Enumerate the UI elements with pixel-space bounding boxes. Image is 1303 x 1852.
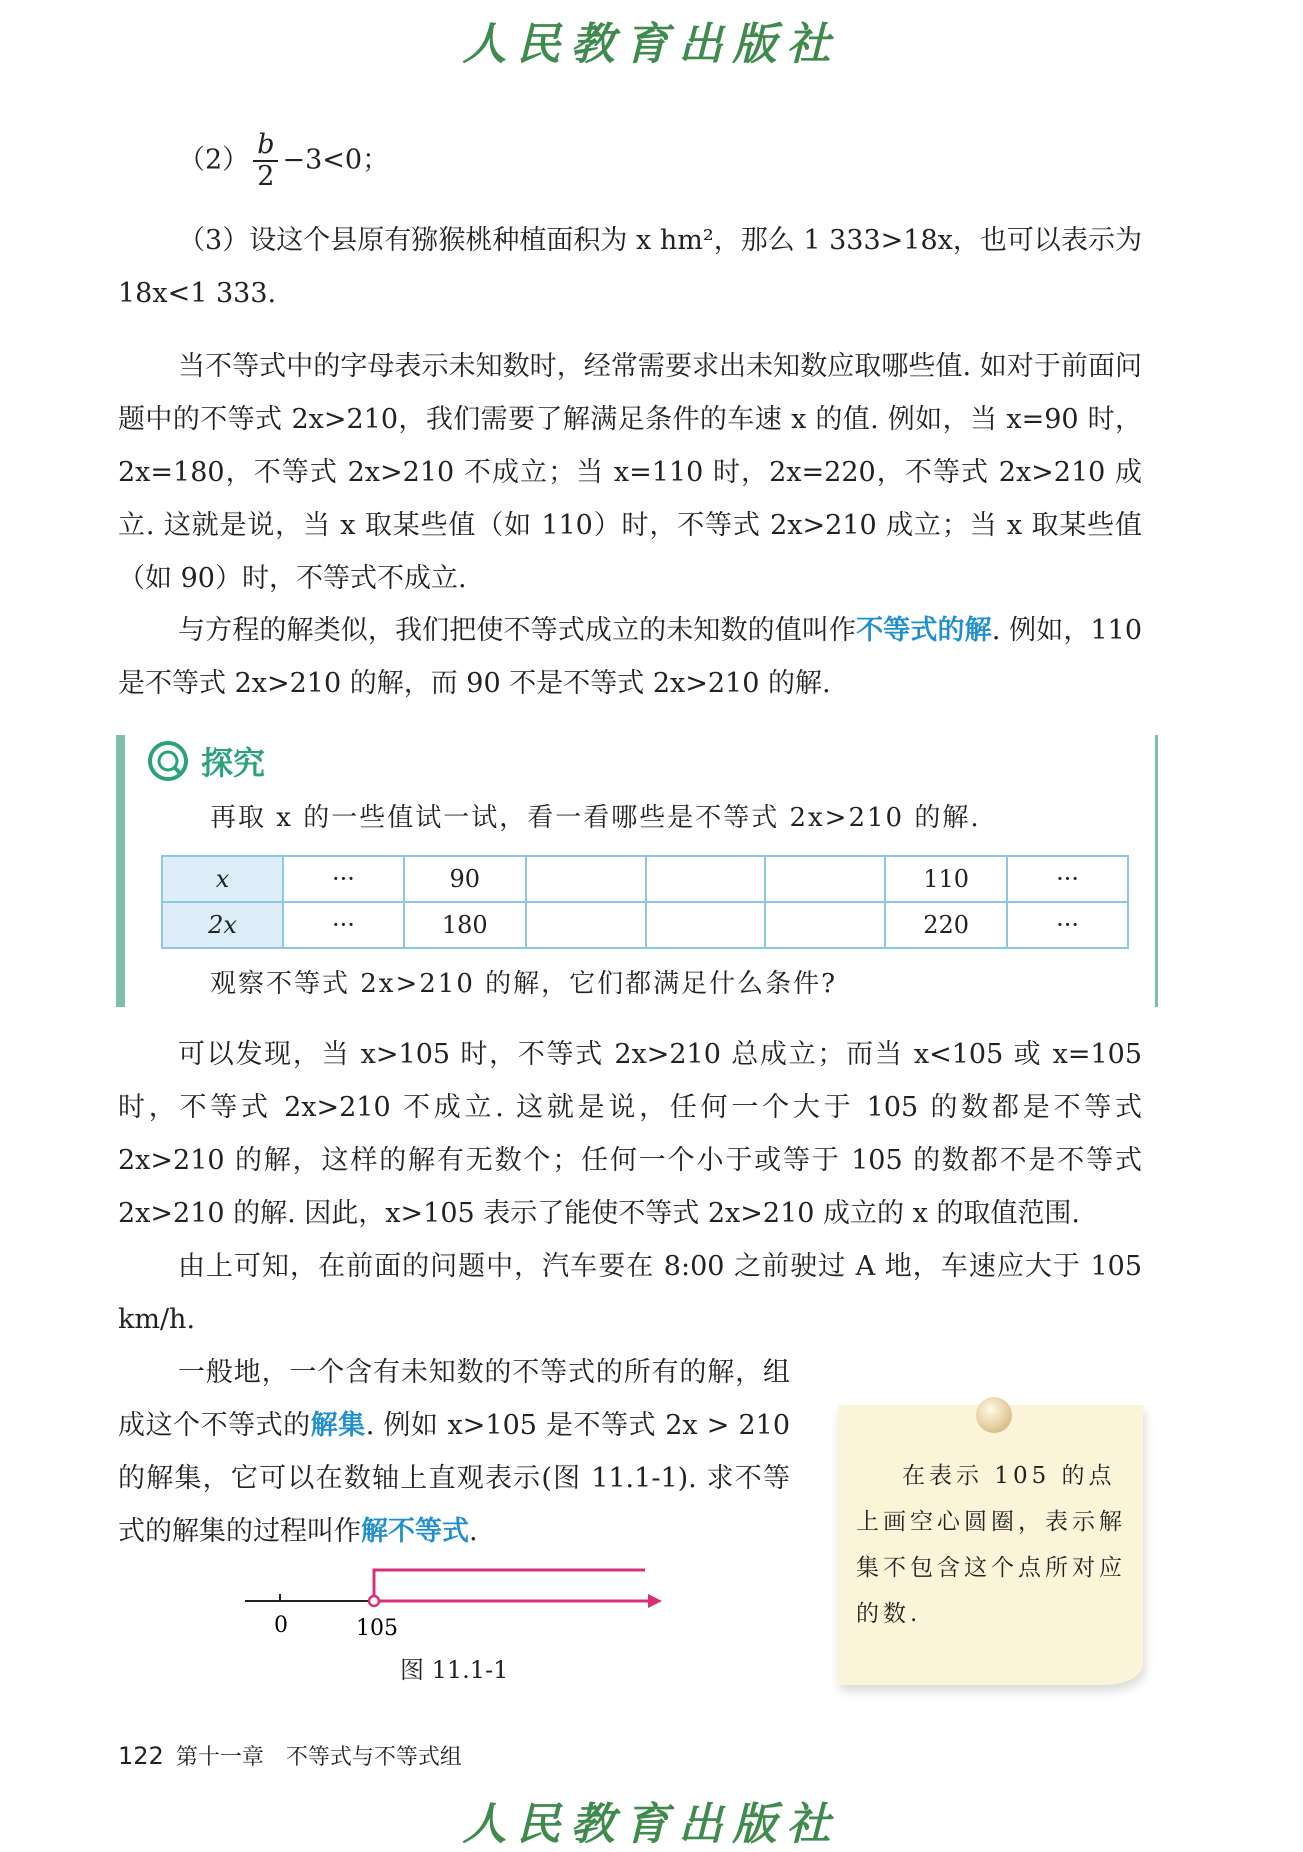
table-cell: 220 — [885, 902, 1007, 948]
open-circle-105 — [369, 1596, 379, 1606]
table-cell: 180 — [404, 902, 526, 948]
table-cell — [646, 902, 766, 948]
value-table — [161, 855, 1129, 949]
fraction-numerator: b — [253, 130, 278, 162]
fraction-denominator: 2 — [257, 161, 275, 192]
paragraph-3: 可以发现，当 x>105 时，不等式 2x>210 总成立；而当 x<105 或 x=105 时，不等式 2x>210 不成立. 这就是说，任何一个大于 105 的数都是不等式 2x>210 的解，这样的解有无数个；任何一个小于或等于 105 的数都不是不等式 2x>210 的解. 因此，x>105 表示了能使不等式 2x>210 成立的 x 的取值范围. — [118, 1039, 1142, 1229]
page-footer — [118, 1740, 462, 1771]
table-cell — [646, 856, 766, 902]
solution-set-bracket — [374, 1570, 645, 1601]
explore-icon — [147, 740, 189, 782]
table-row — [162, 856, 1128, 902]
paragraph-2-text-b: . 例如，110 是不等式 2x>210 的解，而 90 不是不等式 2x>210 的解. — [118, 615, 1143, 699]
explore-box — [116, 735, 1158, 1007]
axis-arrow-head — [648, 1594, 662, 1608]
label-0: 0 — [274, 1613, 288, 1638]
explore-prompt: 再取 x 的一些值试一试，看一看哪些是不等式 2x>210 的解. — [210, 803, 981, 833]
table-cell: 110 — [885, 856, 1007, 902]
side-note-text: 在表示 105 的点上画空心圆圈，表示解集不包含这个点所对应的数. — [856, 1463, 1126, 1627]
table-cell: ··· — [1007, 856, 1128, 902]
table-row-header: x — [162, 856, 283, 902]
paragraph-4: 由上可知，在前面的问题中，汽车要在 8:00 之前驶过 A 地，车速应大于 105 km/h. — [118, 1251, 1142, 1335]
figure-caption: 图 11.1-1 — [400, 1656, 509, 1684]
publisher-logo-bottom: 人民教育出版社 — [462, 1799, 841, 1850]
table-cell: ··· — [1007, 902, 1128, 948]
explore-title: 探究 — [201, 744, 266, 782]
item-2-rest: −3<0； — [282, 144, 390, 176]
paragraph-5 — [118, 1346, 790, 1558]
table-row-header: 2x — [162, 902, 283, 948]
publisher-logo-top: 人民教育出版社 — [462, 19, 841, 70]
item-2 — [178, 130, 1202, 192]
term-solution-set: 解集 — [310, 1410, 366, 1441]
chapter-title: 第十一章 不等式与不等式组 — [175, 1745, 462, 1770]
table-cell — [526, 902, 646, 948]
item-3: （3）设这个县原有猕猴桃种植面积为 x hm²，那么 1 333>18x，也可以表示为 18x<1 333. — [118, 225, 1142, 309]
table-cell — [765, 902, 885, 948]
paragraph-5-text-b: . 例如 x>105 是不等式 2x > 210 的解集，它可以在数轴上直观表示(图 11.1-1). 求不等式的解集的过程叫作 — [118, 1410, 790, 1547]
fraction — [253, 130, 278, 192]
table-cell: ··· — [283, 856, 404, 902]
paragraph-5-text-a: 一般地，一个含有未知数的不等式的所有的解，组成这个不等式的 — [118, 1357, 790, 1441]
table-cell: 90 — [404, 856, 526, 902]
paragraph-2-text-a: 与方程的解类似，我们把使不等式成立的未知数的值叫作 — [178, 615, 857, 646]
table-cell — [765, 856, 885, 902]
paragraph-2 — [118, 604, 1142, 710]
explore-header — [147, 735, 265, 787]
paragraph-5-text-c: . — [469, 1516, 478, 1547]
term-solving-inequality: 解不等式 — [361, 1516, 469, 1547]
side-note — [838, 1405, 1143, 1685]
table-cell — [526, 856, 646, 902]
label-105: 105 — [356, 1616, 398, 1641]
explore-question: 观察不等式 2x>210 的解，它们都满足什么条件? — [210, 969, 838, 999]
term-inequality-solution: 不等式的解 — [856, 615, 992, 646]
page-number: 122 — [118, 1742, 164, 1770]
item-2-label: （2） — [178, 144, 250, 176]
paragraph-1: 当不等式中的字母表示未知数时，经常需要求出未知数应取哪些值. 如对于前面问题中的不等式 2x>210，我们需要了解满足条件的车速 x 的值. 例如，当 x=90 时，2x=180，不等式 2x>210 不成立；当 x=110 时，2x=220，不等式 2x>210 成立. 这就是说，当 x 取某些值（如 110）时，不等式 2x>210 成立；当 x 取某些值（如 90）时，不等式不成立. — [118, 351, 1142, 594]
table-row — [162, 902, 1128, 948]
pin-icon — [976, 1397, 1012, 1433]
table-cell: ··· — [283, 902, 404, 948]
